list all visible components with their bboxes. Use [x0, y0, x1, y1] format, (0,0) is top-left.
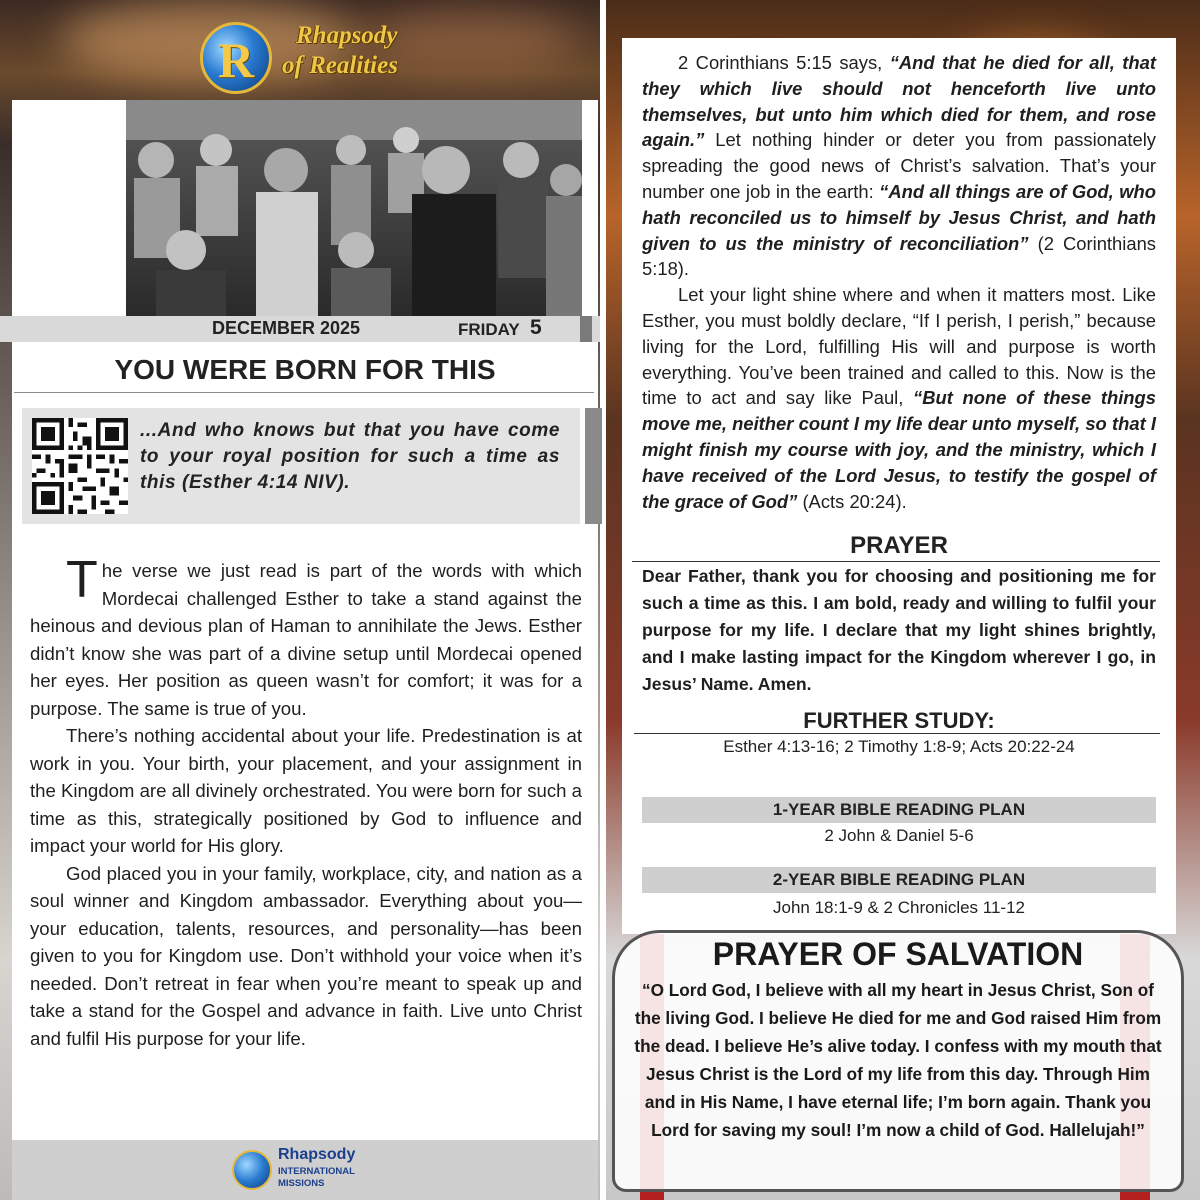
verse-box-accent	[585, 408, 602, 524]
devotional-body-continued	[642, 50, 1156, 514]
salvation-heading: PRAYER OF SALVATION	[712, 936, 1084, 972]
logo-text-line2: of Realities	[282, 52, 398, 79]
footer-logo	[232, 1146, 392, 1194]
devotional-body	[30, 551, 582, 1052]
prayer-divider	[632, 561, 1160, 562]
date-bar-accent	[580, 316, 592, 342]
congregation-photo	[126, 100, 582, 316]
footer-brand: Rhapsody	[278, 1146, 356, 1163]
drop-cap: T	[66, 551, 98, 609]
reading-plan-1-title: 1-YEAR BIBLE READING PLAN	[772, 800, 1026, 819]
reading-plan-2-title: 2-YEAR BIBLE READING PLAN	[772, 870, 1026, 889]
globe-logo-icon	[232, 1150, 272, 1190]
prayer-heading: PRAYER	[850, 532, 948, 559]
qr-code-icon[interactable]	[32, 418, 128, 514]
body-paragraph-1	[30, 551, 582, 722]
photo-illustration	[126, 100, 582, 316]
further-study-divider	[634, 733, 1160, 734]
further-study-text: Esther 4:13-16; 2 Timothy 1:8-9; Acts 20:22-24	[723, 737, 1075, 756]
body-paragraph-3: God placed you in your family, workplace, city, and nation as a soul winner and Kingdom ambassador. Everything about you—your education, talents, resources, and personality—has been given to you for Kingdom use. Don’t withhold your voice when it’s needed. Don’t retreat in fear when you’re meant to speak up and take a stand for the Gospel and advance in faith. Live unto Christ and fulfil His purpose for your life.	[30, 862, 582, 1049]
prayer-text: Dear Father, thank you for choosing and positioning me for such a time as this. I am bold, ready and willing to fulfil your purpose for my life. I declare that my light shines brightly, and I make lasting impact for the Kingdom wherever I go, in Jesus’ Name. Amen.	[642, 566, 1156, 694]
p4-quote-1: “And that he died for all, that they which live should not henceforth live unto themselves, but unto him which died for them, and rose again.”	[642, 52, 1156, 151]
salvation-text: “O Lord God, I believe with all my heart in Jesus Christ, Son of the living God. I believe He died for me and God raised Him from the dead. I believe He’s alive today. I confess with my mouth that Jesus Christ is the Lord of my life from this day. Through Him and in His Name, I have eternal life; I’m born again. Thank you Lord for saving my soul! I’m now a child of God. Hallelujah!”	[634, 980, 1162, 1140]
p5-text-a: Let your light shine where and when it matters most. Like Esther, you must boldly declare, “If I perish, I perish,” because living for the Lord, fulfilling His will and purpose is worth everything. You’ve been trained and called to this. Now is the time to act and say like Paul,	[642, 284, 1156, 409]
devotional-title: YOU WERE BORN FOR THIS	[114, 354, 496, 385]
logo-letter: R	[217, 32, 255, 88]
p5-quote: “But none of these things move me, neither count I my life dear unto myself, so that I might finish my course with joy, and the ministry, which I have received of the Lord Jesus, to testify the gospel of the grace of God”	[642, 387, 1157, 512]
body-paragraph-5	[642, 282, 1156, 514]
paragraph-1-text: he verse we just read is part of the words with which Mordecai challenged Esther to take a stand against the heinous and devious plan of Haman to annihilate the Jews. Esther didn’t know she was part of a divine setup until Mordecai opened her eyes. Her position as queen wasn’t for comfort; it was for a purpose. The same is true of you.	[30, 560, 582, 719]
body-paragraph-2: There’s nothing accidental about your life. Predestination is at work in you. Your birth, your placement, and your assignment in the Kingdom are all divinely orchestrated. You were born for such a time as this, strategically positioned by God to influence and impact your world for His glory.	[30, 725, 582, 856]
date-month-year: DECEMBER 2025	[212, 318, 361, 338]
p5-text-c: (Acts 20:24).	[797, 490, 907, 512]
further-study-heading: FURTHER STUDY:	[803, 708, 995, 733]
p4-text-a: 2 Corinthians 5:15 says,	[678, 52, 890, 73]
reading-plan-2-text: John 18:1-9 & 2 Chronicles 11-12	[772, 898, 1025, 917]
date-day-number: 5	[530, 316, 542, 339]
verse-box	[22, 408, 580, 524]
globe-logo-icon	[200, 22, 272, 94]
title-divider	[14, 392, 594, 393]
footer-sub-line2: MISSIONS	[278, 1178, 325, 1189]
footer-sub-line1: INTERNATIONAL	[278, 1166, 355, 1177]
logo-text-line1: Rhapsody	[296, 22, 398, 49]
reading-plan-1-text: 2 John & Daniel 5-6	[824, 826, 974, 845]
p4-text-b: Let nothing hinder or deter you from passionately spreading the good news of Christ’s salvation. That’s your number one job in the earth:	[642, 129, 1156, 202]
date-weekday: FRIDAY	[458, 320, 520, 339]
p4-text-c: (2 Corinthians 5:18).	[642, 232, 1157, 280]
theme-verse: ...And who knows but that you have come to your royal position for such a time as this (Esther 4:14 NIV).	[140, 420, 560, 493]
rhapsody-logo	[200, 18, 440, 98]
body-paragraph-4	[642, 50, 1156, 282]
p4-quote-2: “And all things are of God, who hath reconciled us to himself by Jesus Christ, and hath given to us the ministry of reconciliation”	[642, 180, 1156, 254]
qr-code-graphic	[32, 418, 128, 514]
